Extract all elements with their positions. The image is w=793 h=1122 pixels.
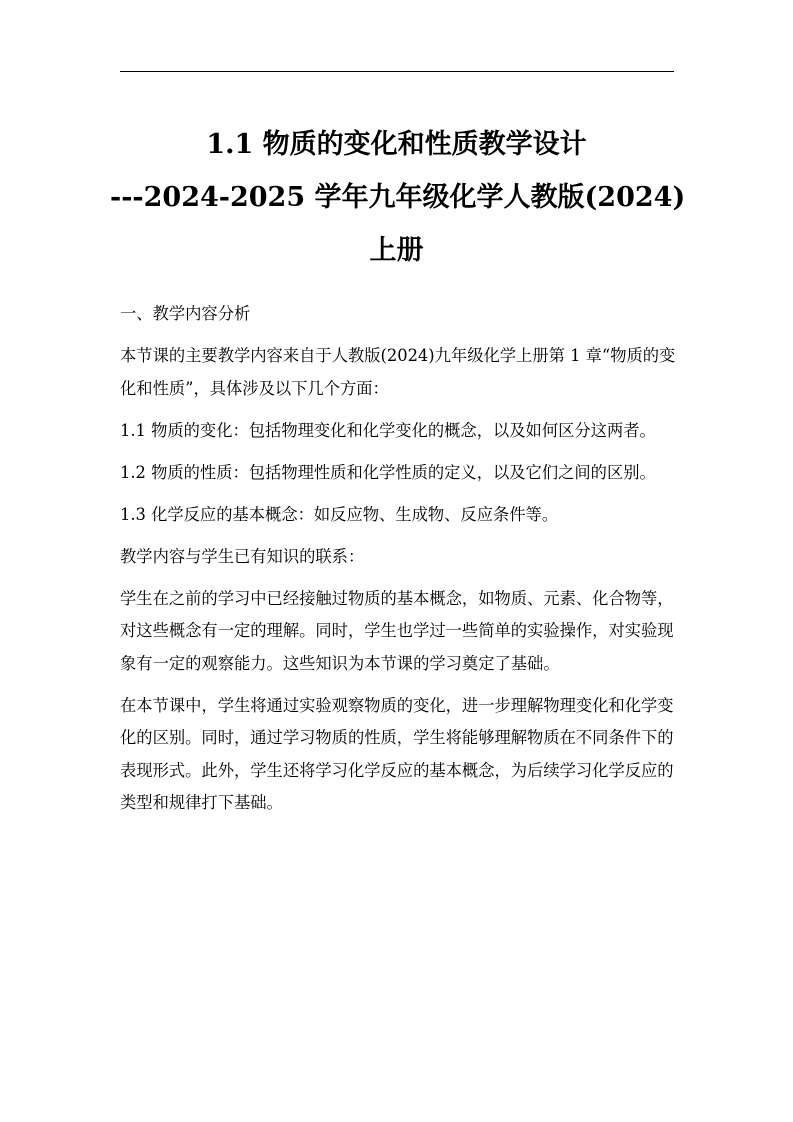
title-line-1: 1.1 物质的变化和性质教学设计 (206, 129, 587, 160)
title-line-2: ---2024-2025 学年九年级化学人教版(2024) (110, 182, 686, 213)
list-item-1-3: 1.3 化学反应的基本概念：如反应物、生成物、反应条件等。 (120, 504, 559, 524)
header-rule (120, 71, 674, 72)
list-item-1-1: 1.1 物质的变化：包括物理变化和化学变化的概念，以及如何区分这两者。 (120, 420, 656, 440)
link-heading: 教学内容与学生已有知识的联系： (120, 546, 365, 566)
document-body (120, 298, 678, 829)
section-heading: 一、教学内容分析 (120, 304, 251, 323)
title-line-3: 上册 (369, 235, 424, 266)
prior-knowledge-paragraph: 学生在之前的学习中已经接触过物质的基本概念，如物质、元素、化合物等，对这些概念有一定的理解。同时，学生也学过一些简单的实验操作，对实验现象有一定的观察能力。这些知识为本节课的学习奠定了基础。 (120, 588, 674, 673)
list-item-1-2: 1.2 物质的性质：包括物理性质和化学性质的定义，以及它们之间的区别。 (120, 462, 656, 482)
document-title (110, 118, 686, 277)
lesson-paragraph: 在本节课中，学生将通过实验观察物质的变化，进一步理解物理变化和化学变化的区别。同时，通过学习物质的性质，学生将能够理解物质在不同条件下的表现形式。此外，学生还将学习化学反应的基本概念，为后续学习化学反应的类型和规律打下基础。 (120, 695, 674, 812)
intro-paragraph: 本节课的主要教学内容来自于人教版(2024)九年级化学上册第 1 章“物质的变化和性质”，具体涉及以下几个方面： (120, 346, 676, 398)
